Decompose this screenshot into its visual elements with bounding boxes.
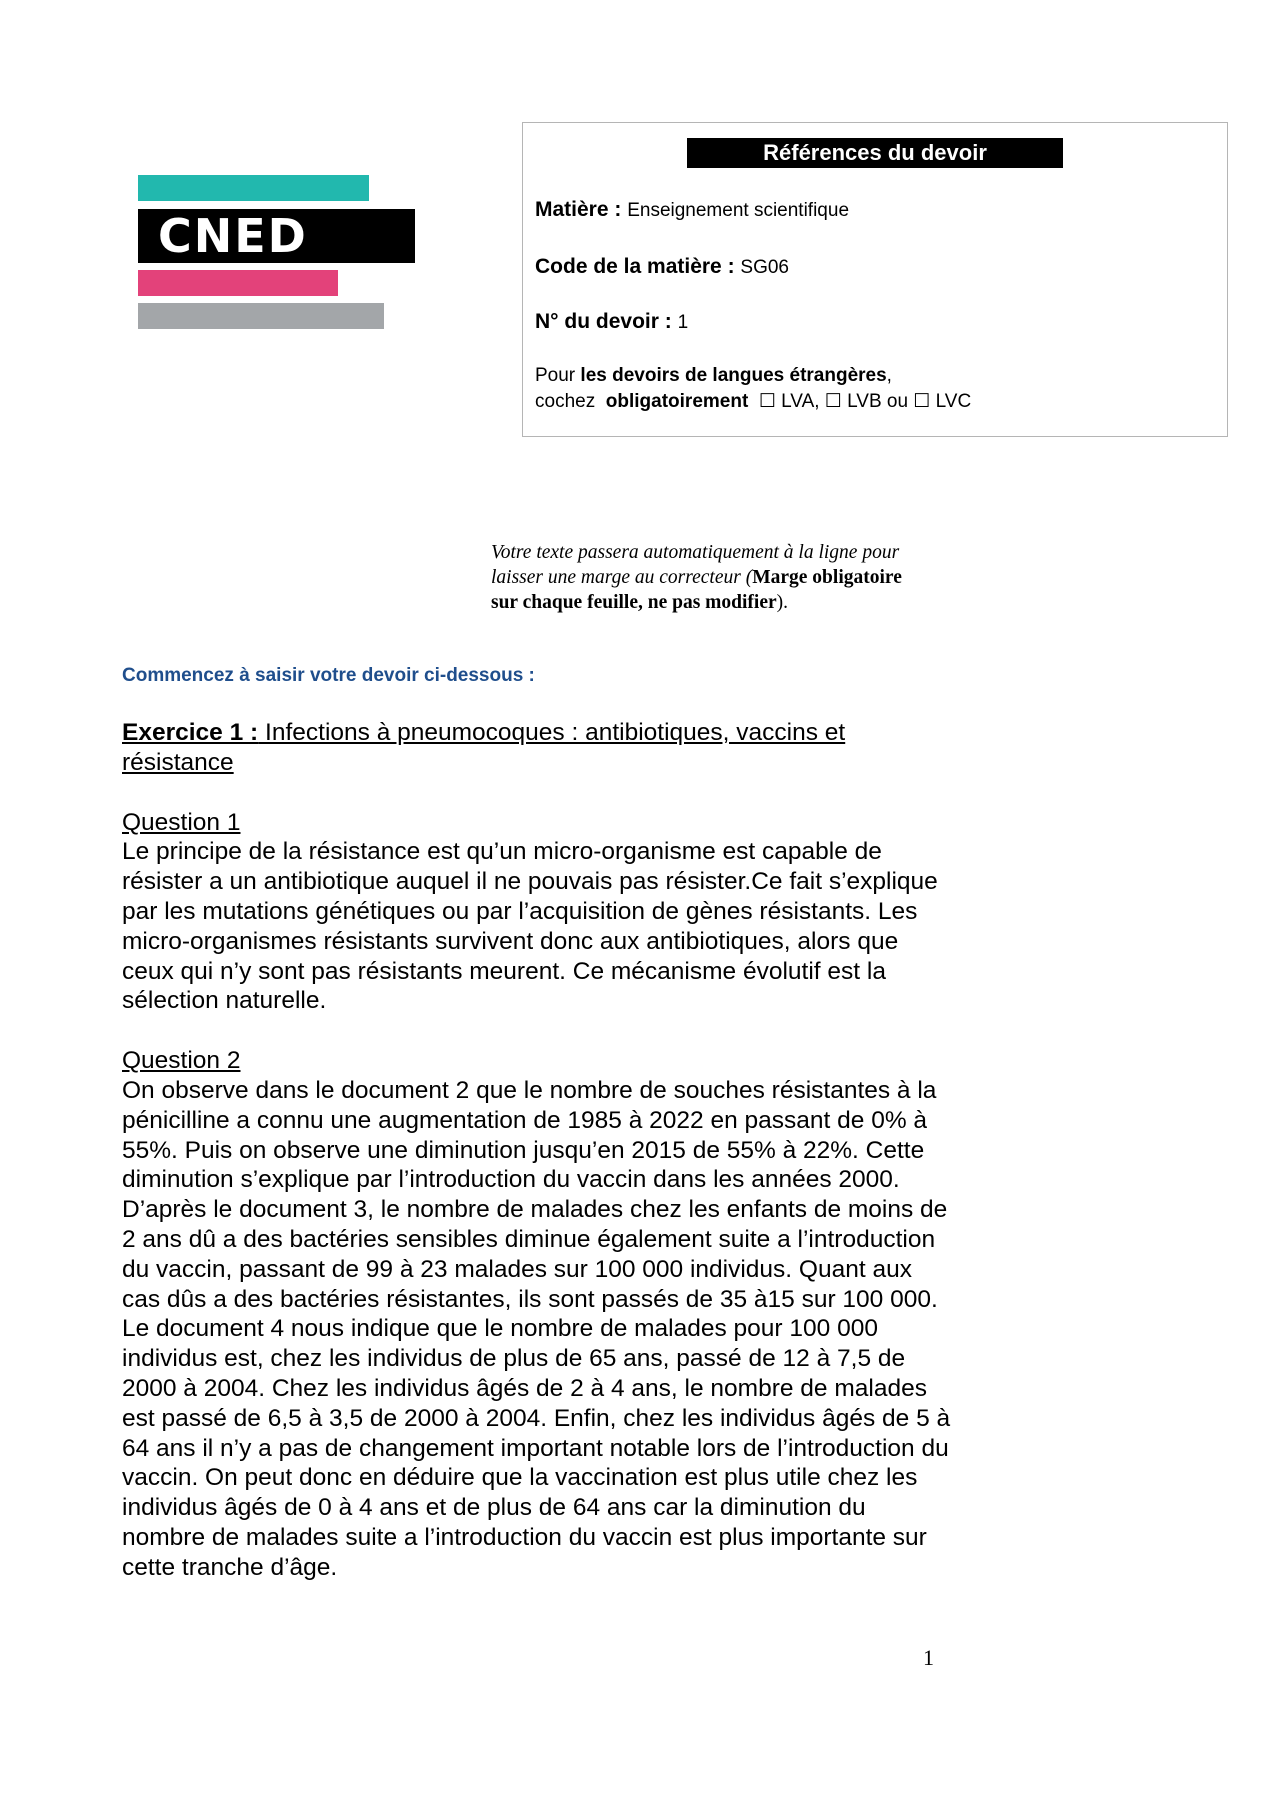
notice-end: ). [776, 592, 789, 613]
notice-bold: Marge obligatoire sur chaque feuille, ne pas modifier [491, 567, 902, 613]
margin-notice [491, 540, 921, 615]
page-number: 1 [923, 1645, 934, 1670]
references-title: Références du devoir [687, 138, 1063, 168]
note-bold-1: les devoirs de langues étrangères [580, 365, 887, 386]
exercise-title-text: Infections à pneumocoques : antibiotiques, vaccins et résistance [122, 719, 846, 776]
notice-italic: Votre texte passera automatiquement à la ligne pour laisser une marge au correcteur ( [491, 542, 900, 588]
language-checkboxes[interactable]: ☐ LVA, ☐ LVB ou ☐ LVC [748, 391, 972, 412]
logo-wordmark: CNED [138, 209, 415, 263]
exercise-label: Exercice 1 : [122, 719, 259, 746]
logo-gray-bar [138, 303, 384, 329]
answer-content[interactable] [122, 718, 952, 1583]
question-1-answer: Le principe de la résistance est qu’un micro-organisme est capable de résister a un antibiotique auquel il ne pouvais pas résister.Ce fait s’explique par les mutations génétiques ou par l’acquisition de gènes résistants. Les micro-organismes résistants survivent donc aux antibiotiques, alors que ceux qui n’y sont pas résistants meurent. Ce mécanisme évolutif est la sélection naturelle. [122, 838, 938, 1015]
devoir-value: 1 [677, 312, 689, 333]
matiere-line [535, 198, 849, 222]
exercise-title [122, 718, 952, 778]
logo-teal-bar [138, 175, 369, 201]
code-value: SG06 [740, 257, 789, 278]
start-instruction: Commencez à saisir votre devoir ci-dessous : [122, 665, 535, 686]
code-label: Code de la matière : [535, 255, 741, 278]
note-bold-2: obligatoirement [605, 391, 749, 412]
logo-pink-bar [138, 270, 338, 296]
code-line [535, 255, 789, 279]
matiere-value: Enseignement scientifique [627, 200, 850, 221]
references-box [522, 122, 1228, 437]
matiere-label: Matière : [535, 198, 628, 221]
question-2-answer: On observe dans le document 2 que le nombre de souches résistantes à la pénicilline a connu une augmentation de 1985 à 2022 en passant de 0% à 55%. Puis on observe une diminution jusqu’en 2015 de 55% à 22%. Cette diminution s’explique par l’introduction du vaccin dans les années 2000. D’après le document 3, le nombre de malades chez les enfants de moins de 2 ans dû a des bactéries sensibles diminue également suite a l’introduction du vaccin, passant de 99 à 23 malades sur 100 000 individus. Quant aux cas dûs a des bactéries résistantes, ils sont passés de 35 à15 sur 100 000. Le document 4 nous indique que le nombre de malades pour 100 000 individus est, chez les individus de plus de 65 ans, passé de 12 à 7,5 de 2000 à 2004. Chez les individus âgés de 2 à 4 ans, le nombre de malades est passé de 6,5 à 3,5 de 2000 à 2004. Enfin, chez les individus âgés de 5 à 64 ans il n’y a pas de changement important notable lors de l’introduction du vaccin. On peut donc en déduire que la vaccination est plus utile chez les individus âgés de 0 à 4 ans et de plus de 64 ans car la diminution du nombre de malades suite a l’introduction du vaccin est plus importante sur cette tranche d’âge. [122, 1076, 951, 1581]
note-text-1: Pour [535, 365, 581, 386]
note-text-3: cochez [535, 391, 606, 412]
question-2-label: Question 2 [122, 1047, 241, 1075]
question-1-label: Question 1 [122, 808, 241, 836]
devoir-label: N° du devoir : [535, 310, 678, 333]
language-note [535, 363, 971, 415]
devoir-line [535, 310, 688, 334]
cned-logo [138, 175, 416, 331]
note-text-2: , [886, 365, 892, 386]
